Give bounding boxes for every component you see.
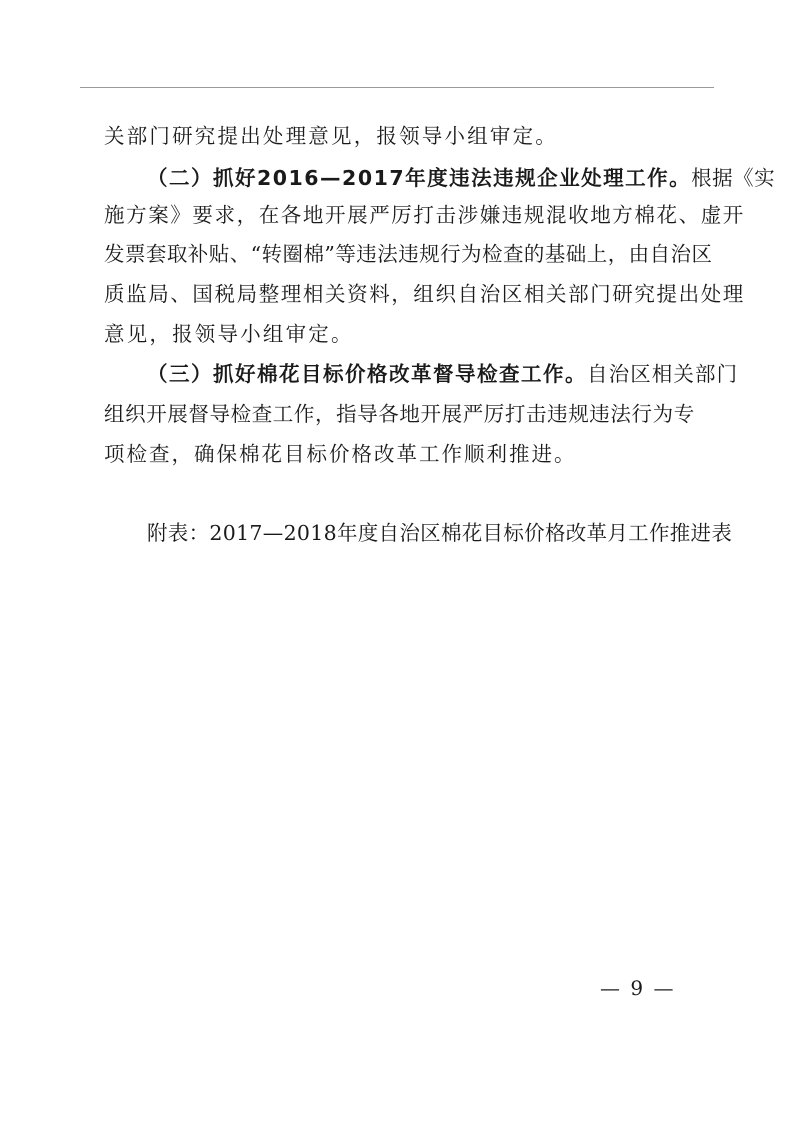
line-text: 施方案》要求，在各地开展严厉打击涉嫌违规混收地方棉花、虚开 <box>104 203 745 227</box>
line-text: 意见，报领导小组审定。 <box>104 322 354 346</box>
body-line <box>104 122 558 150</box>
body-line <box>104 240 712 268</box>
line-text: 组织开展督导检查工作，指导各地开展严厉打击违规违法行为专 <box>104 402 695 426</box>
line-text: 根据《实 <box>691 166 776 190</box>
line-text: 质监局、国税局整理相关资料，组织自治区相关部门研究提出处理 <box>104 282 745 306</box>
body-line <box>104 320 354 348</box>
line-text: 自治区相关部门 <box>587 362 739 386</box>
body-line <box>104 280 745 308</box>
body-line <box>104 400 695 428</box>
section-three-line <box>147 360 738 388</box>
attachment-text: 附表：2017—2018年度自治区棉花目标价格改革月工作推进表 <box>147 521 733 545</box>
body-line <box>104 440 577 468</box>
line-text: 关部门研究提出处理意见，报领导小组审定。 <box>104 124 558 148</box>
header-rule <box>80 87 714 88</box>
line-text: 项检查，确保棉花目标价格改革工作顺利推进。 <box>104 442 577 466</box>
section-three-heading: （三）抓好棉花目标价格改革督导检查工作。 <box>147 362 587 386</box>
page-number: — 9 — <box>600 976 676 1000</box>
line-text: 发票套取补贴、“转圈棉”等违法违规行为检查的基础上，由自治区 <box>104 242 713 266</box>
section-two-line <box>147 164 775 192</box>
attachment-note <box>147 519 732 547</box>
body-line <box>104 201 745 229</box>
section-two-heading: （二）抓好2016—2017年度违法违规企业处理工作。 <box>147 166 692 190</box>
